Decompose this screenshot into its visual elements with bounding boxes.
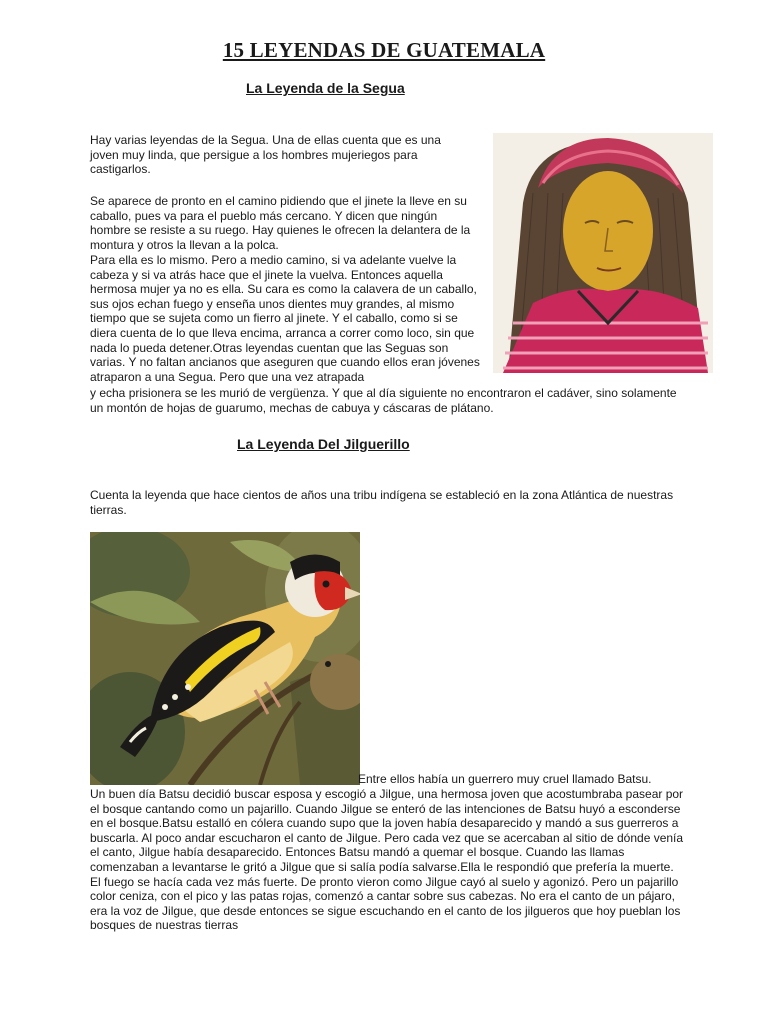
document-title: 15 LEYENDAS DE GUATEMALA bbox=[222, 38, 546, 62]
section-heading-segua: La Leyenda de la Segua bbox=[246, 80, 405, 96]
segua-paragraph-3-tail: y echa prisionera se les murió de vergüenza. Y que al día siguiente no encontraron el cadáver, sino solamente un montón de hojas de guarumo, mechas de cabuya y cáscaras de plátano. bbox=[90, 386, 677, 415]
segua-paragraph-2: Se aparece de pronto en el camino pidiendo que el jinete la lleve en su caballo, pues va para el pueblo más cercano. Y dicen que ningún hombre se resiste a su ruego. Hay quienes le ofrecen la delantera de la montura y otros la llevan a la polca. bbox=[90, 194, 471, 252]
section-heading-jilguerillo: La Leyenda Del Jilguerillo bbox=[237, 436, 410, 452]
goldfinch-image bbox=[90, 532, 360, 785]
jilguerillo-inline-caption: Entre ellos había un guerrero muy cruel llamado Batsu. bbox=[358, 772, 652, 786]
segua-paragraph-3: Para ella es lo mismo. Pero a medio camino, si va adelante vuelve la cabeza y si va atrás hace que el jinete la vuelva. Entonces aquella hermosa mujer ya no es ella. Su cara es como la calavera de un caballo, sus ojos echan fuego y enseña unos dientes muy grandes, al mismo tiempo que se sujeta como un fierro al jinete. Y el caballo, como si se diera cuenta de lo que lleva encima, arranca a correr como loco, sin que nada lo pueda detener.Otras leyendas cuentan que las Seguas son varias. Y no faltan ancianos que aseguren que cuando ellos eran jóvenes atraparon a una Segua. Pero que una vez atrapada bbox=[90, 253, 480, 384]
segua-paragraph-1: Hay varias leyendas de la Segua. Una de ellas cuenta que es una joven muy linda, que persigue a los hombres mujeriegos para castigarlos. bbox=[90, 133, 441, 177]
segua-portrait-image bbox=[493, 133, 713, 373]
jilguerillo-paragraph-2: Un buen día Batsu decidió buscar esposa y escogió a Jilgue, una hermosa joven que acostumbraba pasear por el bosque cantando como un pajarillo. Cuando Jilgue se enteró de las intenciones de Batsu huyó a esconderse en el bosque.Batsu estalló en cólera cuando supo que la joven había desaparecido y mandó a sus guerreros a buscarla. Al poco andar escucharon el canto de Jilgue. Pero cada vez que se acercaban al sitio de dónde venía el canto, Jilgue había desaparecido. Entonces Batsu mandó a quemar el bosque. Cuando las llamas comenzaban a levantarse le gritó a Jilgue que si salía podía salvarse.Ella le respondió que prefería la muerte. El fuego se hacía cada vez más fuerte. De pronto vieron como Jilgue cayó al suelo y agonizó. Pero un pajarillo color ceniza, con el pico y las patas rojas, comenzó a cantar sobre sus cabezas. No era el canto de un pájaro, era la voz de Jilgue, que desde entonces se sigue escuchando en el canto de los jilgueros que hoy pueblan los bosques de nuestras tierras bbox=[90, 787, 684, 933]
jilguerillo-paragraph-1: Cuenta la leyenda que hace cientos de años una tribu indígena se estableció en la zona Atlántica de nuestras tierras. bbox=[90, 488, 674, 517]
